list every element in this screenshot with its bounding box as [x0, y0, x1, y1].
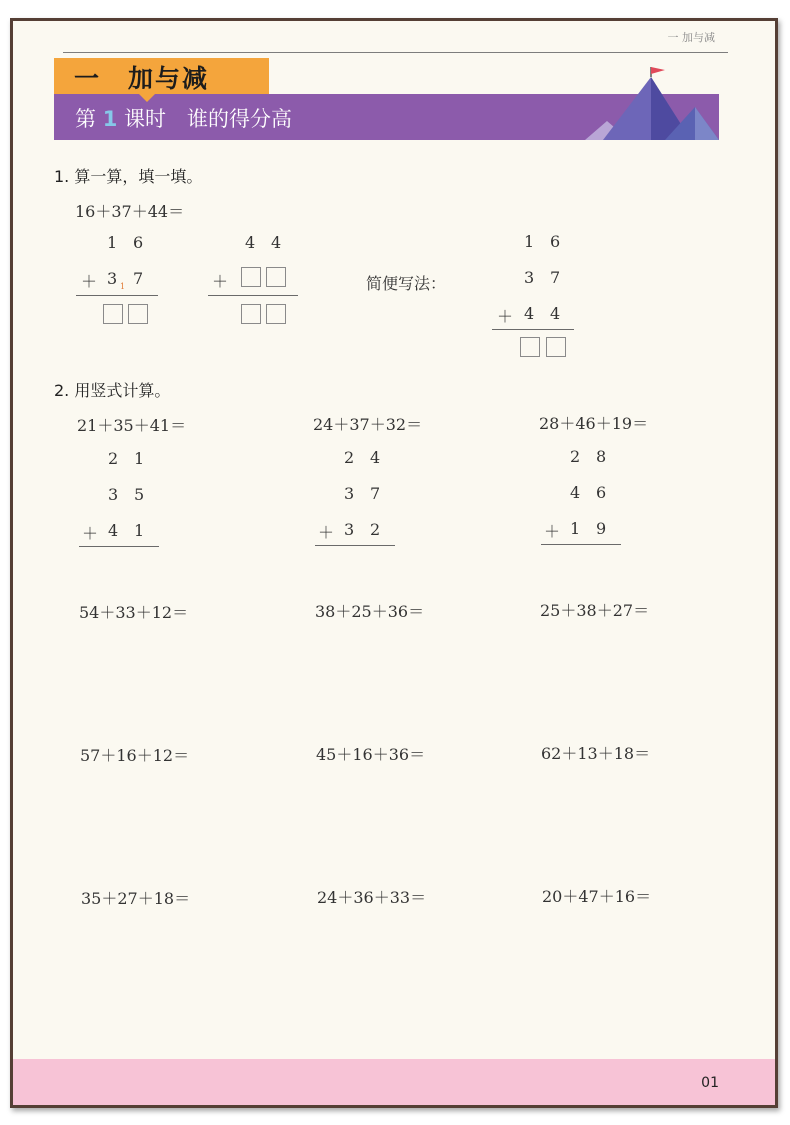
q1-step1-top-tens: 1	[107, 233, 118, 252]
shortcut-digit: 6	[550, 232, 561, 251]
problem-expression: 21＋35＋41＝	[77, 416, 187, 435]
problem-expression: 54＋33＋12＝	[79, 603, 189, 622]
input-box-ones[interactable]	[266, 267, 286, 287]
problem-expression: 24＋36＋33＝	[317, 888, 427, 907]
sum-line	[492, 329, 574, 330]
shortcut-digit: 7	[550, 268, 561, 287]
problem-digit: 1	[134, 521, 145, 540]
mountain-flag-icon	[585, 67, 719, 140]
problem-digit: 1	[570, 519, 581, 538]
sum-line	[208, 295, 298, 296]
lesson-prefix: 第	[75, 107, 96, 131]
page-number: 01	[701, 1075, 719, 1091]
problem-digit: 6	[596, 483, 607, 502]
problem-digit: 2	[570, 447, 581, 466]
shortcut-label: 简便写法：	[366, 274, 447, 293]
q1-expression: 16＋37＋44＝	[75, 202, 185, 221]
problem-plus: ＋	[318, 523, 335, 542]
problem-digit: 8	[596, 447, 607, 466]
sum-line	[541, 544, 621, 545]
q1-step1-bottom-tens: 3	[107, 269, 118, 288]
running-head: 一 加与减	[667, 31, 715, 44]
shortcut-plus: ＋	[497, 307, 514, 326]
lesson-number: 1	[102, 107, 118, 131]
problem-expression: 45＋16＋36＝	[316, 745, 426, 764]
problem-digit: 1	[134, 449, 145, 468]
top-rule	[63, 52, 728, 53]
shortcut-digit: 4	[524, 304, 535, 323]
footer-band	[13, 1059, 775, 1105]
shortcut-digit: 1	[524, 232, 535, 251]
q1-step2-top-ones: 4	[271, 233, 282, 252]
problem-digit: 2	[108, 449, 119, 468]
sum-line	[315, 545, 395, 546]
answer-box-ones[interactable]	[266, 304, 286, 324]
q1-step1-bottom-ones: 7	[133, 269, 144, 288]
q2-heading: 2. 用竖式计算。	[54, 381, 171, 400]
shortcut-digit: 4	[550, 304, 561, 323]
sum-line	[76, 295, 158, 296]
page-frame	[10, 18, 778, 1108]
answer-box-tens[interactable]	[241, 304, 261, 324]
q1-step1-top-ones: 6	[133, 233, 144, 252]
problem-digit: 7	[370, 484, 381, 503]
unit-title: 一 加与减	[74, 64, 210, 93]
answer-box-tens[interactable]	[520, 337, 540, 357]
lesson-title	[75, 103, 292, 133]
answer-box-ones[interactable]	[546, 337, 566, 357]
tab-notch	[139, 94, 155, 102]
shortcut-digit: 3	[524, 268, 535, 287]
lesson-name: 课时 谁的得分高	[124, 107, 292, 131]
problem-digit: 3	[108, 485, 119, 504]
problem-digit: 3	[344, 520, 355, 539]
problem-expression: 62＋13＋18＝	[541, 744, 651, 763]
problem-digit: 2	[344, 448, 355, 467]
problem-digit: 4	[570, 483, 581, 502]
problem-plus: ＋	[544, 522, 561, 541]
problem-expression: 24＋37＋32＝	[313, 415, 423, 434]
problem-digit: 4	[370, 448, 381, 467]
worksheet-page	[13, 21, 775, 1105]
problem-digit: 2	[370, 520, 381, 539]
problem-plus: ＋	[82, 524, 99, 543]
problem-expression: 38＋25＋36＝	[315, 602, 425, 621]
problem-digit: 3	[344, 484, 355, 503]
answer-box-ones[interactable]	[128, 304, 148, 324]
q1-step1-plus: ＋	[81, 272, 98, 291]
q1-step2-top-tens: 4	[245, 233, 256, 252]
answer-box-tens[interactable]	[103, 304, 123, 324]
input-box-tens[interactable]	[241, 267, 261, 287]
problem-expression: 20＋47＋16＝	[542, 887, 652, 906]
q1-step2-plus: ＋	[212, 272, 229, 291]
problem-expression: 35＋27＋18＝	[81, 889, 191, 908]
problem-expression: 28＋46＋19＝	[539, 414, 649, 433]
problem-expression: 57＋16＋12＝	[80, 746, 190, 765]
problem-digit: 5	[134, 485, 145, 504]
q1-heading: 1. 算一算，填一填。	[54, 167, 203, 186]
problem-digit: 9	[596, 519, 607, 538]
problem-digit: 4	[108, 521, 119, 540]
carry-mark: 1	[120, 282, 126, 291]
problem-expression: 25＋38＋27＝	[540, 601, 650, 620]
sum-line	[79, 546, 159, 547]
